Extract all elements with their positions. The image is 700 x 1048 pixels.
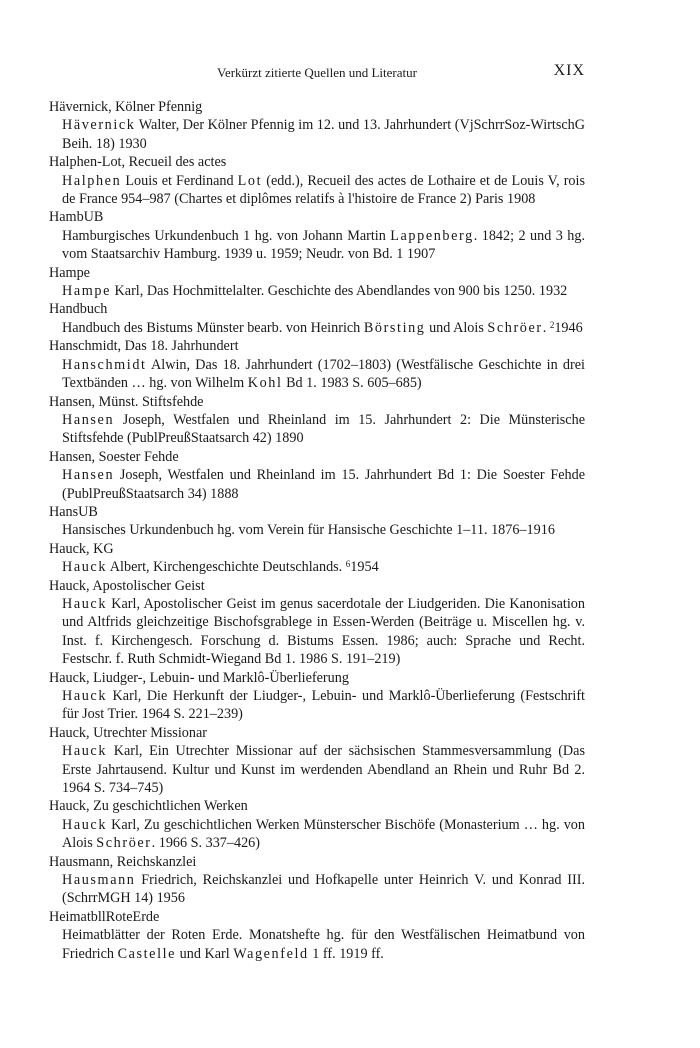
author-name: Hävernick [62,117,136,134]
entry-short-title: Hauck, Apostolischer Geist [49,577,205,594]
bibliography-entry [49,393,585,448]
author-name: Hauck [62,743,108,760]
citation-text: Joseph, Westfalen und Rheinland im 15. Jahrhundert 2: Die Münsterische Stiftsfehde (PublPreußStaatsarch 42) 1890 [62,411,585,447]
citation-text: Karl, Das Hochmittelalter. Geschichte des Abendlandes von 900 bis 1250. 1932 [110,283,568,300]
author-name: Kohl [247,375,283,392]
bibliography-entry [49,724,585,798]
entry-short-title: Hansen, Soester Fehde [49,448,179,465]
author-name: Halphen [62,172,122,189]
entry-short-title: Hauck, Zu geschichtlichen Werken [49,798,248,815]
entry-short-title: Handbuch [49,301,108,318]
edition-superscript: 6 [345,559,351,570]
citation-text: Joseph, Westfalen und Rheinland im 15. Jahrhundert Bd 1: Die Soester Fehde (PublPreußStaatsarch 34) 1888 [62,467,585,502]
citation-text: 1946 [554,319,583,336]
citation-text: Karl, Ein Utrechter Missionar auf der sächsischen Stammesversammlung (Das Erste Jahrtausend. Kultur und Kunst im werdenden Abendland an Rhein und Ruhr Bd 2. 1964 S. 734–745) [62,743,585,797]
author-name: Hampe [62,283,111,300]
citation-text: Hansisches Urkundenbuch hg. vom Verein für Hansische Geschichte 1–11. 1876–1916 [62,522,555,539]
citation-text: . 1966 S. 337–426) [151,835,261,852]
entry-short-title: HansUB [49,503,98,520]
citation-text: Karl, Zu geschichtlichen Werken Münsterscher Bischöfe (Monasterium … hg. von Alois [62,816,585,852]
entry-short-title: Hauck, KG [49,540,114,557]
citation-text: . [542,319,550,336]
author-name: Hausmann [62,872,136,889]
edition-superscript: 2 [549,319,555,330]
bibliography-entry [49,448,585,503]
entry-full-citation [62,816,585,853]
entry-short-title: Halphen-Lot, Recueil des actes [49,154,227,171]
author-name: Börsting [363,319,426,336]
entry-full-citation [62,521,585,539]
citation-text: Handbuch des Bistums Münster bearb. von Heinrich [62,319,364,336]
citation-text: 1 ff. 1919 ff. [308,945,384,962]
author-name: Lappenberg [390,227,474,244]
entry-short-title: Hansen, Münst. Stiftsfehde [49,393,204,410]
entry-full-citation [62,319,585,337]
citation-text: und Karl [176,945,234,962]
author-name: Hauck [62,816,108,833]
bibliography-entry [49,797,585,852]
author-name: Lot [237,172,263,189]
entry-short-title: Hävernick, Kölner Pfennig [49,99,203,115]
author-name: Wagenfeld [233,945,309,962]
bibliography-entry [49,337,585,392]
author-name: Hansen [62,467,115,484]
citation-text: Hamburgisches Urkundenbuch 1 hg. von Johann Martin [62,227,391,244]
author-name: Castelle [117,945,177,962]
bibliography-entry [49,669,585,724]
entry-short-title: Hanschmidt, Das 18. Jahrhundert [49,338,239,355]
bibliography-entry [49,208,585,263]
entry-full-citation [62,466,585,503]
entry-full-citation [62,687,585,724]
entry-short-title: Hausmann, Reichskanzlei [49,853,197,870]
citation-text: Heimatblätter der Roten Erde. Monatshefte hg. für den Westfälischen Heimatbund von Friedrich [62,927,585,962]
bibliography-list [49,98,585,963]
entry-full-citation [62,926,585,963]
bibliography-entry [49,264,585,301]
entry-full-citation [62,595,585,669]
entry-short-title: Hauck, Liudger-, Lebuin- und Marklô-Überlieferung [49,669,349,686]
running-title: Verkürzt zitierte Quellen und Literatur [217,65,417,80]
citation-text: . 1842; 2 und 3 hg. vom Staatsarchiv Hamburg. 1939 u. 1959; Neudr. von Bd. 1 1907 [62,227,585,263]
author-name: Hauck [62,559,108,576]
book-page [49,62,585,963]
bibliography-entry [49,98,585,153]
citation-text: 1954 [350,559,379,576]
citation-text: Alwin, Das 18. Jahrhundert (1702–1803) (Westfälische Geschichte in drei Textbänden … hg. von Wilhelm [62,356,585,392]
citation-text: Louis et Ferdinand [121,172,238,189]
citation-text: Friedrich, Reichskanzlei und Hofkapelle unter Heinrich V. und Konrad III. (SchrrMGH 14) 1956 [62,872,585,907]
bibliography-entry [49,577,585,669]
author-name: Hansen [62,411,115,428]
citation-text: Albert, Kirchengeschichte Deutschlands. [107,559,346,576]
entry-full-citation [62,227,585,264]
entry-full-citation [62,558,585,576]
author-name: Schröer [96,835,152,852]
bibliography-entry [49,853,585,908]
entry-full-citation [62,282,585,300]
entry-short-title: Hampe [49,264,90,281]
citation-text: Karl, Apostolischer Geist im genus sacerdotale der Liudgeriden. Die Kanonisation und Altfrids gleichzeitige Bischofsgrablege in Essen-Werden (Beiträge u. Miscellen hg. v. Inst. f. Kirchengesch. Forschung d. Bistums Essen. 1986; auch: Sprache und Recht. Festschr. f. Ruth Schmidt-Wiegand Bd 1. 1986 S. 191–219) [62,595,585,668]
bibliography-entry [49,300,585,337]
bibliography-entry [49,540,585,577]
entry-short-title: HeimatbllRoteErde [49,908,160,925]
bibliography-entry [49,503,585,540]
bibliography-entry [49,908,585,963]
page-header [49,62,585,82]
citation-text: Bd 1. 1983 S. 605–685) [282,375,422,392]
citation-text: (edd.), Recueil des actes de Lothaire et de Louis V, rois de France 954–987 (Chartes et diplômes relatifs à l'histoire de France 2) Paris 1908 [62,172,585,208]
bibliography-entry [49,153,585,208]
entry-full-citation [62,356,585,393]
citation-text: Walter, Der Kölner Pfennig im 12. und 13. Jahrhundert (VjSchrrSoz-WirtschG Beih. 18) 1930 [62,117,585,152]
entry-full-citation [62,172,585,209]
author-name: Schröer [487,319,543,336]
citation-text: Karl, Die Herkunft der Liudger-, Lebuin- und Marklô-Überlieferung (Festschrift für Jost Trier. 1964 S. 221–239) [62,688,585,723]
author-name: Hauck [62,595,108,612]
author-name: Hauck [62,688,108,704]
citation-text: und Alois [425,319,488,336]
entry-full-citation [62,116,585,153]
entry-short-title: HambUB [49,209,104,226]
entry-full-citation [62,411,585,448]
entry-full-citation [62,742,585,797]
author-name: Hanschmidt [62,356,147,373]
page-number: XIX [553,62,585,79]
entry-full-citation [62,871,585,908]
entry-short-title: Hauck, Utrechter Missionar [49,724,207,741]
